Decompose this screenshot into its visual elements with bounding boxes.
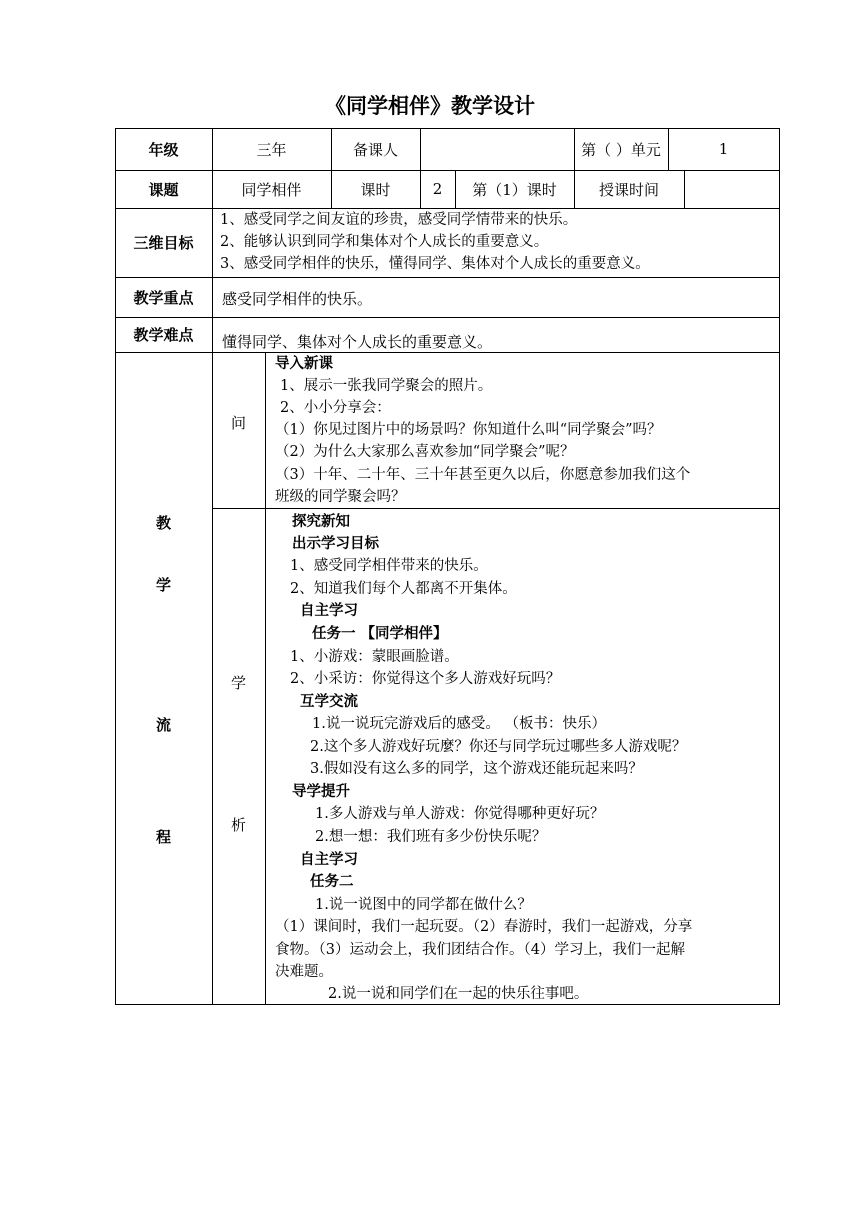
process-label-char: 程	[155, 827, 171, 846]
goal-line: 2、能够认识到同学和集体对个人成长的重要意义。	[220, 234, 549, 250]
document-title: 《同学相伴》教学设计	[325, 94, 535, 118]
topic-value: 同学相伴	[241, 180, 302, 199]
wen-line: 班级的同学聚会吗？	[275, 489, 406, 505]
mutual-heading: 互学交流	[300, 694, 358, 710]
process-label-char: 学	[155, 575, 171, 594]
grade-value: 三年	[256, 140, 287, 159]
learning-goal: 2、知道我们每个人都离不开集体。	[290, 581, 517, 597]
period-number: 第（1）课时	[472, 180, 557, 199]
goal-line: 1、感受同学之间友谊的珍贵，感受同学情带来的快乐。	[220, 212, 578, 228]
unit-value: 1	[718, 140, 729, 158]
xuexi-label: 析	[230, 815, 246, 834]
mutual-line: 2.这个多人游戏好玩麼？你还与同学玩过哪些多人游戏呢？	[310, 739, 687, 755]
difficult-point-label: 教学难点	[133, 326, 194, 344]
xuexi-label: 学	[230, 673, 246, 692]
self-study-heading-2: 自主学习	[300, 852, 358, 868]
guide-line: 2.想一想：我们班有多少份快乐呢？	[315, 829, 547, 845]
key-point-text: 感受同学相伴的快乐。	[222, 289, 373, 308]
time-value	[684, 170, 779, 208]
time-label: 授课时间	[598, 180, 659, 199]
wen-heading: 导入新课	[275, 356, 333, 372]
explore-heading: 探究新知	[292, 514, 350, 530]
wen-label: 问	[230, 413, 246, 432]
show-goals-heading: 出示学习目标	[292, 536, 379, 552]
task2-line: 1.说一说图中的同学都在做什么？	[315, 897, 532, 913]
task1-line: 1、小游戏：蒙眼画脸谱。	[290, 649, 459, 665]
column-divider	[265, 352, 266, 1005]
period-label: 课时	[360, 180, 391, 199]
task1-heading: 任务一 【同学相伴】	[312, 626, 448, 642]
self-study-heading: 自主学习	[300, 603, 358, 619]
guide-heading: 导学提升	[292, 784, 350, 800]
mutual-line: 3.假如没有这么多的同学，这个游戏还能玩起来吗？	[310, 761, 643, 777]
learning-goal: 1、感受同学相伴带来的快乐。	[290, 558, 488, 574]
preparer-value	[420, 128, 574, 170]
wen-line: 2、小小分享会：	[280, 400, 391, 416]
goal-line: 3、感受同学相伴的快乐，懂得同学、集体对个人成长的重要意义。	[220, 256, 650, 272]
row-divider	[115, 317, 780, 318]
topic-label: 课题	[148, 180, 179, 199]
column-divider	[212, 128, 213, 1005]
grade-label: 年级	[148, 140, 179, 159]
task2-line: 2.说一说和同学们在一起的快乐往事吧。	[328, 986, 589, 1002]
task2-paragraph-line: （1）课间时，我们一起玩耍。（2）春游时，我们一起游戏，分享	[275, 919, 693, 935]
preparer-label: 备课人	[352, 140, 398, 159]
wen-line: （2）为什么大家那么喜欢参加“同学聚会”呢？	[275, 444, 575, 460]
task2-heading: 任务二	[310, 874, 354, 890]
unit-label: 第（ ）单元	[581, 140, 661, 159]
process-label-char: 流	[155, 715, 171, 734]
period-value: 2	[432, 180, 443, 198]
task2-paragraph-line: 食物。（3）运动会上，我们团结合作。（4）学习上，我们一起解	[275, 942, 685, 958]
task2-paragraph-line: 决难题。	[275, 964, 333, 980]
guide-line: 1.多人游戏与单人游戏：你觉得哪种更好玩？	[315, 806, 605, 822]
table-border-right	[779, 128, 780, 1005]
row-divider	[212, 508, 780, 509]
wen-line: （1）你见过图片中的场景吗？你知道什么叫“同学聚会”吗？	[275, 422, 662, 438]
wen-line: （3）十年、二十年、三十年甚至更久以后，你愿意参加我们这个	[275, 467, 691, 483]
key-point-label: 教学重点	[133, 288, 194, 307]
row-divider	[115, 277, 780, 278]
wen-line: 1、展示一张我同学聚会的照片。	[280, 378, 493, 394]
difficult-point-text: 懂得同学、集体对个人成长的重要意义。	[222, 332, 493, 351]
process-label-char: 教	[155, 513, 171, 532]
mutual-line: 1.说一说玩完游戏后的感受。 （板书：快乐）	[312, 716, 606, 732]
task1-line: 2、小采访：你觉得这个多人游戏好玩吗？	[290, 671, 561, 687]
goals-label: 三维目标	[133, 234, 194, 252]
